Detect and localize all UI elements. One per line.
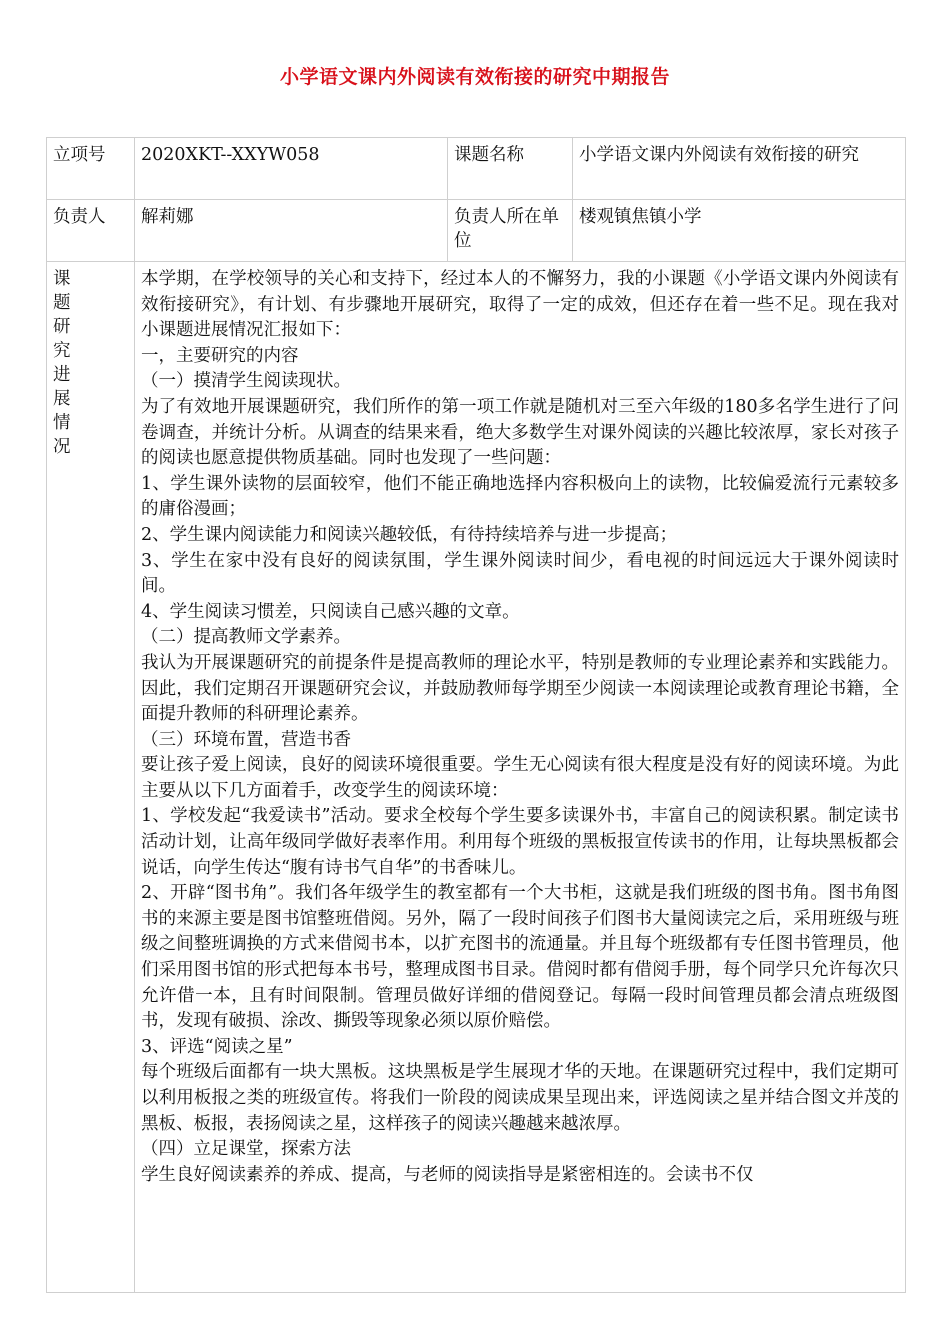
progress-paragraph: 学生良好阅读素养的养成、提高，与老师的阅读指导是紧密相连的。会读书不仅 xyxy=(141,1164,754,1185)
progress-paragraph: 为了有效地开展课题研究，我们所作的第一项工作就是随机对三至六年级的180多名学生进行了问卷调查，并统计分析。从调查的结果来看，绝大多数学生对课外阅读的兴趣比较浓厚，家长对孩子的阅读也愿意提供物质基础。同时也发现了一些问题： xyxy=(141,396,899,469)
progress-label-char: 展 xyxy=(53,389,71,409)
progress-paragraph: 本学期，在学校领导的关心和支持下，经过本人的不懈努力，我的小课题《小学语文课内外阅读有效衔接研究》，有计划、有步骤地开展研究，取得了一定的成效，但还存在着一些不足。现在我对小课题进展情况汇报如下： xyxy=(141,269,899,341)
progress-paragraph: 3、评选“阅读之星” xyxy=(141,1036,293,1057)
project-id-label: 立项号 xyxy=(47,138,135,200)
progress-label-char: 况 xyxy=(53,437,71,457)
progress-paragraph: 3、学生在家中没有良好的阅读氛围，学生课外阅读时间少，看电视的时间远远大于课外阅读时间。 xyxy=(141,550,899,597)
progress-content xyxy=(135,262,906,1293)
owner-label: 负责人 xyxy=(47,200,135,262)
progress-paragraph: 1、学校发起“我爱读书”活动。要求全校每个学生要多读课外书，丰富自己的阅读积累。制定读书活动计划，让高年级同学做好表率作用。利用每个班级的黑板报宣传读书的作用，让每块黑板都会说话，向学生传达“腹有诗书气自华”的书香味儿。 xyxy=(141,806,899,878)
page-title: 小学语文课内外阅读有效衔接的研究中期报告 xyxy=(279,66,670,88)
progress-paragraph: 2、学生课内阅读能力和阅读兴趣较低，有待持续培养与进一步提高； xyxy=(141,524,678,545)
topic-name-value: 小学语文课内外阅读有效衔接的研究 xyxy=(573,138,906,200)
progress-paragraph: （四）立足课堂，探索方法 xyxy=(141,1139,351,1160)
table-row-owner xyxy=(47,200,906,262)
progress-label-char: 课 xyxy=(53,269,71,289)
owner-value: 解莉娜 xyxy=(135,200,448,262)
progress-paragraph: 4、学生阅读习惯差，只阅读自己感兴趣的文章。 xyxy=(141,601,520,622)
progress-label-char: 题 xyxy=(53,293,71,313)
report-table xyxy=(46,137,906,1293)
owner-unit-label: 负责人所在单位 xyxy=(448,200,573,262)
topic-name-label: 课题名称 xyxy=(448,138,573,200)
progress-label-char: 情 xyxy=(53,413,71,433)
progress-paragraph: 1、学生课外读物的层面较窄，他们不能正确地选择内容积极向上的读物，比较偏爱流行元素较多的庸俗漫画； xyxy=(141,473,899,520)
owner-unit-value: 楼观镇焦镇小学 xyxy=(573,200,906,262)
progress-paragraph: （三）环境布置，营造书香 xyxy=(141,729,351,750)
table-row-project-id xyxy=(47,138,906,200)
progress-label xyxy=(47,262,135,1293)
progress-paragraph: 一，主要研究的内容 xyxy=(141,345,299,366)
progress-paragraph: 每个班级后面都有一块大黑板。这块黑板是学生展现才华的天地。在课题研究过程中，我们定期可以利用板报之类的班级宣传。将我们一阶段的阅读成果呈现出来，评选阅读之星并结合图文并茂的黑板、板报，表扬阅读之星，这样孩子的阅读兴趣越来越浓厚。 xyxy=(141,1062,899,1134)
progress-paragraph: 我认为开展课题研究的前提条件是提高教师的理论水平，特别是教师的专业理论素养和实践能力。因此，我们定期召开课题研究会议，并鼓励教师每学期至少阅读一本阅读理论或教育理论书籍，全面提升教师的科研理论素养。 xyxy=(141,652,899,725)
progress-paragraphs xyxy=(141,267,899,1287)
progress-paragraph: （二）提高教师文学素养。 xyxy=(141,627,351,648)
project-id-value: 2020XKT--XXYW058 xyxy=(135,138,448,200)
progress-label-char: 究 xyxy=(53,341,71,361)
progress-label-char: 进 xyxy=(53,365,71,385)
table-row-progress xyxy=(47,262,906,1293)
progress-label-char: 研 xyxy=(53,317,71,337)
progress-paragraph: （一）摸清学生阅读现状。 xyxy=(141,371,351,392)
progress-paragraph: 2、开辟“图书角”。我们各年级学生的教室都有一个大书柜，这就是我们班级的图书角。图书角图书的来源主要是图书馆整班借阅。另外，隔了一段时间孩子们图书大量阅读完之后，采用班级与班级之间整班调换的方式来借阅书本，以扩充图书的流通量。并且每个班级都有专任图书管理员，他们采用图书馆的形式把每本书号，整理成图书目录。借阅时都有借阅手册，每个同学只允许每次只允许借一本，且有时间限制。管理员做好详细的借阅登记。每隔一段时间管理员都会清点班级图书，发现有破损、涂改、撕毁等现象必须以原价赔偿。 xyxy=(141,883,899,1032)
progress-paragraph: 要让孩子爱上阅读，良好的阅读环境很重要。学生无心阅读有很大程度是没有好的阅读环境。为此主要从以下几方面着手，改变学生的阅读环境： xyxy=(141,755,899,801)
